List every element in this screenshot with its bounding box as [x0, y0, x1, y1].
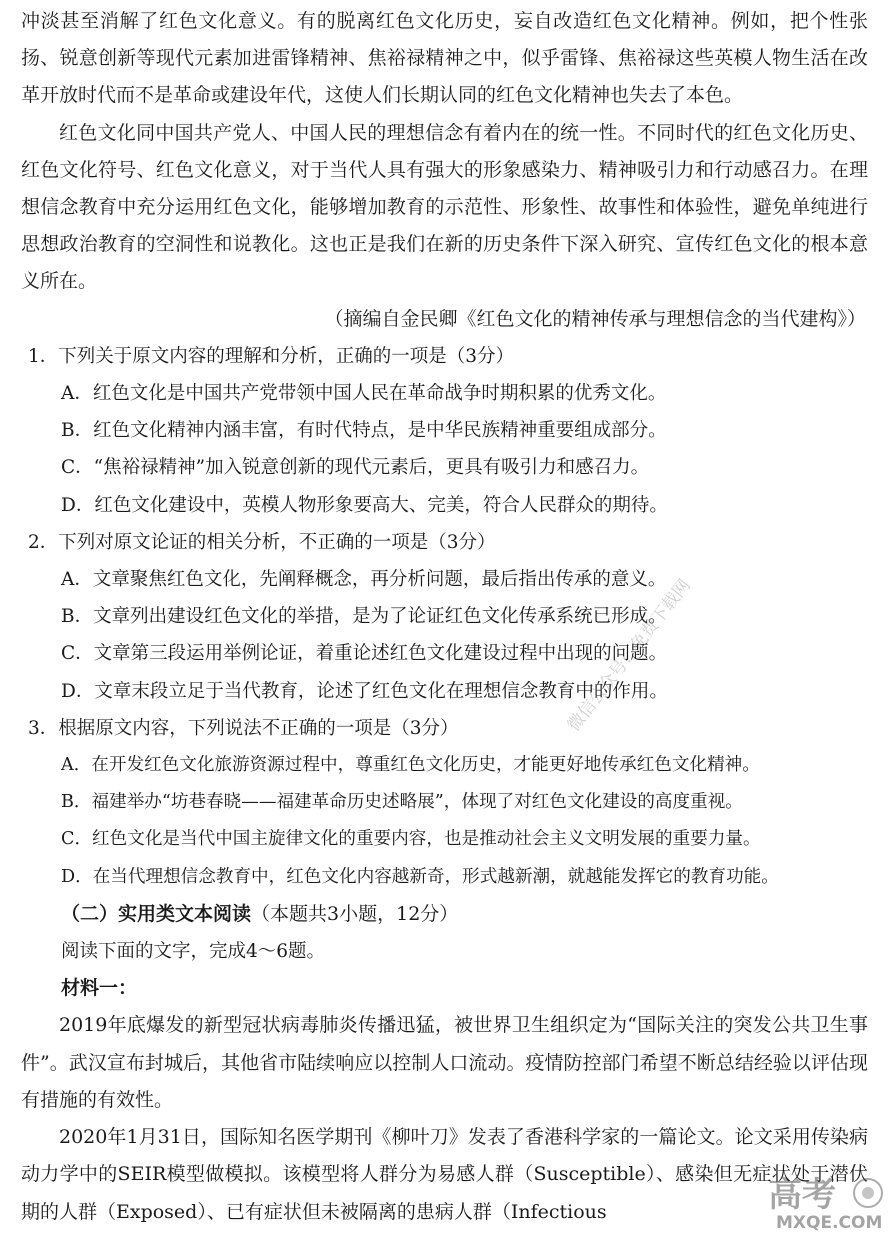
question-option: B．福建举办“坊巷春晓——福建革命历史述略展”，体现了对红色文化建设的高度重视。	[61, 792, 743, 813]
question-stem: 3．根据原文内容，下列说法不正确的一项是（3分）	[28, 717, 459, 739]
body-paragraph: 冲淡甚至消解了红色文化意义。有的脱离红色文化历史，妄自改造红色文化精神。例如，把个性张扬、锐意创新等现代元素加进雷锋精神、焦裕禄精神之中，似乎雷锋、焦裕禄这些英模人物生活在改革开放时代而不是革命或建设年代，这使人们长期认同的红色文化精神也失去了本色。	[21, 10, 868, 107]
source-citation: （摘编自金民卿《红色文化的精神传承与理想信念的当代建构》）	[324, 307, 866, 330]
body-paragraph: 2019年底爆发的新型冠状病毒肺炎传播迅猛，被世界卫生组织定为“国际关注的突发公共卫生事件”。武汉宣布封城后，其他省市陆续响应以控制人口流动。疫情防控部门希望不断总结经验以评估现有措施的有效性。	[21, 1014, 868, 1111]
material-label: 材料一：	[61, 977, 138, 1000]
section-instruction: 阅读下面的文字，完成4～6题。	[61, 941, 326, 963]
logo-sub-text: MXQE.COM	[776, 1213, 883, 1233]
body-paragraph: 红色文化同中国共产党人、中国人民的理想信念有着内在的统一性。不同时代的红色文化历史、红色文化符号、红色文化意义，对于当代人具有强大的形象感染力、精神吸引力和行动感召力。在理想信念教育中充分运用红色文化，能够增加教育的示范性、形象性、故事性和体验性，避免单纯进行思想政治教育的空洞性和说教化。这也正是我们在新的历史条件下深入研究、宣传红色文化的根本意义所在。	[21, 121, 868, 293]
question-option: C．“焦裕禄精神”加入锐意创新的现代元素后，更具有吸引力和感召力。	[61, 457, 650, 479]
section-note: （本题共3小题，12分）	[251, 902, 459, 925]
question-option: B．红色文化精神内涵丰富，有时代特点，是中华民族精神重要组成部分。	[61, 420, 667, 442]
logo-main-text: 高考	[768, 1175, 836, 1215]
body-paragraph: 2020年1月31日，国际知名医学期刊《柳叶刀》发表了香港科学家的一篇论文。论文采用传染病动力学中的SEIR模型做模拟。该模型将人群分为易感人群（Susceptible）、感染但无症状处于潜伏期的人群（Exposed）、已有症状但未被隔离的患病人群（Infectious	[21, 1126, 868, 1223]
question-option: D．红色文化建设中，英模人物形象要高大、完美，符合人民群众的期待。	[61, 494, 668, 516]
question-option: B．文章列出建设红色文化的举措，是为了论证红色文化传承系统已形成。	[61, 606, 667, 628]
question-stem: 1．下列关于原文内容的理解和分析，正确的一项是（3分）	[28, 345, 515, 367]
section-heading	[21, 896, 868, 933]
question-option: C．文章第三段运用举例论证，着重论述红色文化建设过程中出现的问题。	[61, 643, 668, 665]
question-1	[21, 338, 868, 524]
question-option: C．红色文化是当代中国主旋律文化的重要内容，也是推动社会主义文明发展的重要力量。	[61, 829, 761, 850]
question-3	[21, 710, 868, 896]
question-option: A．在开发红色文化旅游资源过程中，尊重红色文化历史，才能更好地传承红色文化精神。	[61, 755, 760, 776]
question-option: D．在当代理想信念教育中，红色文化内容越新奇，形式越新潮，就越能发挥它的教育功能。	[61, 866, 779, 887]
question-option: A．文章聚焦红色文化，先阐释概念，再分析问题，最后指出传承的意义。	[61, 569, 667, 591]
question-stem: 2．下列对原文论证的相关分析，不正确的一项是（3分）	[28, 531, 496, 553]
section-title: （二）实用类文本阅读	[61, 902, 252, 925]
question-2	[21, 524, 868, 710]
question-option: A．红色文化是中国共产党带领中国人民在革命战争时期积累的优秀文化。	[61, 383, 667, 405]
question-option: D．文章末段立足于当代教育，论述了红色文化在理想信念教育中的作用。	[61, 680, 668, 702]
watermark-text: 微信公众号：免费下载网	[563, 575, 695, 736]
